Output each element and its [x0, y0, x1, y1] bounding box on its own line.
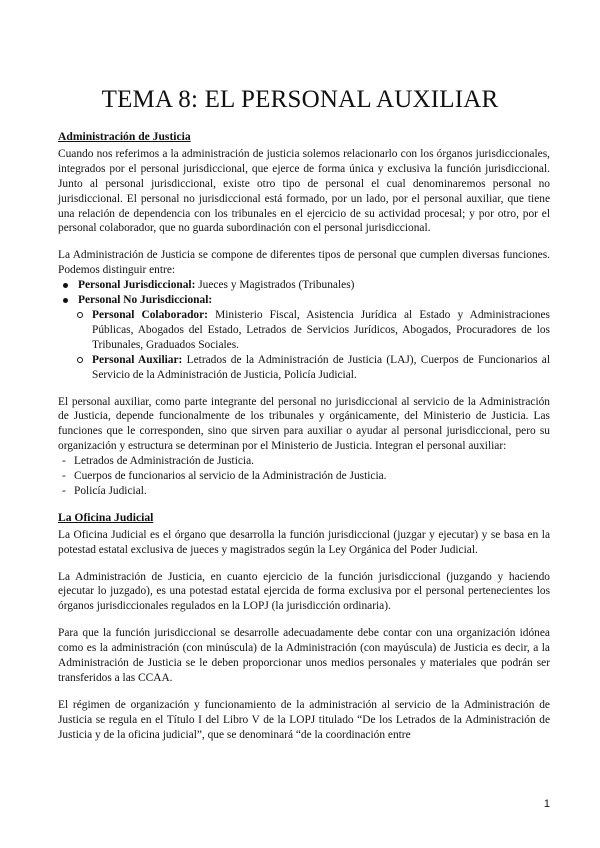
sub-item-text: Letrados de la Administración de Justicia (LAJ), Cuerpos de Funcionarios al Servicio de la Administración de Justicia, Policía Judicial.	[92, 353, 551, 381]
list-item: - Letrados de Administración de Justicia.	[58, 454, 550, 469]
auxiliar-list	[58, 454, 550, 499]
page-content	[58, 130, 550, 743]
paragraph: El personal auxiliar, como parte integrante del personal no jurisdiccional al servicio de la Administración de Justicia, depende funcionalmente de los tribunales y orgánicamente, del Ministerio de Justicia. Las funciones que le corresponden, sino que sirven para auxiliar o ayudar al personal jurisdiccional, pero su organización y estructura se determinan por el Ministerio de Justicia. Integran el personal auxiliar:	[58, 395, 550, 453]
paragraph: La Administración de Justicia, en cuanto ejercicio de la función jurisdiccional (juzgando y haciendo ejecutar lo juzgado), es una potestad estatal ejercida de forma exclusiva por el personal pertenecientes los órganos jurisdiccionales regulados en la LOPJ (la jurisdicción ordinaria).	[58, 570, 550, 613]
section-heading-administracion: Administración de Justicia	[58, 130, 191, 143]
page-number: 1	[543, 798, 550, 810]
list-item-jurisdiccional	[58, 278, 550, 293]
paragraph: La Administración de Justicia se compone de diferentes tipos de personal que cumplen diversas funciones. Podemos distinguir entre:	[58, 249, 550, 277]
sub-item-colaborador	[58, 308, 550, 353]
list-item-text: Jueces y Magistrados (Tribunales)	[195, 279, 355, 292]
sub-item-label: Personal Colaborador:	[92, 308, 208, 321]
paragraph: La Oficina Judicial es el órgano que desarrolla la función jurisdiccional (juzgar y ejecutar) y se basa en la potestad estatal exclusiva de jueces y magistrados según la Ley Orgánica del Poder Judicial.	[58, 528, 550, 556]
sub-item-label: Personal Auxiliar:	[92, 353, 183, 366]
page-title: TEMA 8: EL PERSONAL AUXILIAR	[101, 86, 499, 113]
list-item-no-jurisdiccional	[58, 293, 550, 382]
list-item: - Cuerpos de funcionarios al servicio de la Administración de Justicia.	[58, 469, 550, 484]
list-item-label: Personal No Jurisdiccional:	[78, 294, 213, 307]
paragraph: Para que la función jurisdiccional se desarrolle adecuadamente debe contar con una organización idónea como es la administración (con minúscula) de la Administración (con mayúscula) de Justicia es decir, a la Administración de Justicia se le deben proporcionar unos medios personales y materiales que podrán ser transferidos a las CCAA.	[58, 627, 550, 684]
paragraph: El régimen de organización y funcionamiento de la administración al servicio de la Administración de Justicia se regula en el Título I del Libro V de la LOPJ titulado “De los Letrados de la Administración de Justicia y de la oficina judicial”, que se denominará “de la coordinación entre	[58, 698, 550, 741]
list-item-label: Personal Jurisdiccional:	[78, 279, 196, 292]
personal-list	[58, 278, 550, 382]
sub-item-text: Ministerio Fiscal, Asistencia Jurídica al Estado y Administraciones Públicas, Abogados del Estado, Letrados de Servicios Jurídicos, Abogados, Procuradores de los Tribunales, Graduados Sociales.	[92, 308, 550, 351]
paragraph: Cuando nos referimos a la administración de justicia solemos relacionarlo con los órganos jurisdiccionales, integrados por el personal jurisdiccional, que ejerce de forma única y exclusiva la función jurisdiccional. Junto al personal jurisdiccional, existe otro tipo de personal el cual denominaremos personal no jurisdiccional. El personal no jurisdiccional está formado, por un lado, por el personal auxiliar, que tiene una relación de dependencia con los tribunales en el ejercicio de su actividad procesal; y por otro, por el personal colaborador, que no guarda subordinación con el personal jurisdiccional.	[58, 147, 550, 235]
sub-item-auxiliar	[58, 353, 550, 383]
section-heading-oficina-judicial: La Oficina Judicial	[58, 510, 154, 524]
sub-list	[58, 308, 550, 383]
list-item: - Policía Judicial.	[58, 484, 550, 499]
